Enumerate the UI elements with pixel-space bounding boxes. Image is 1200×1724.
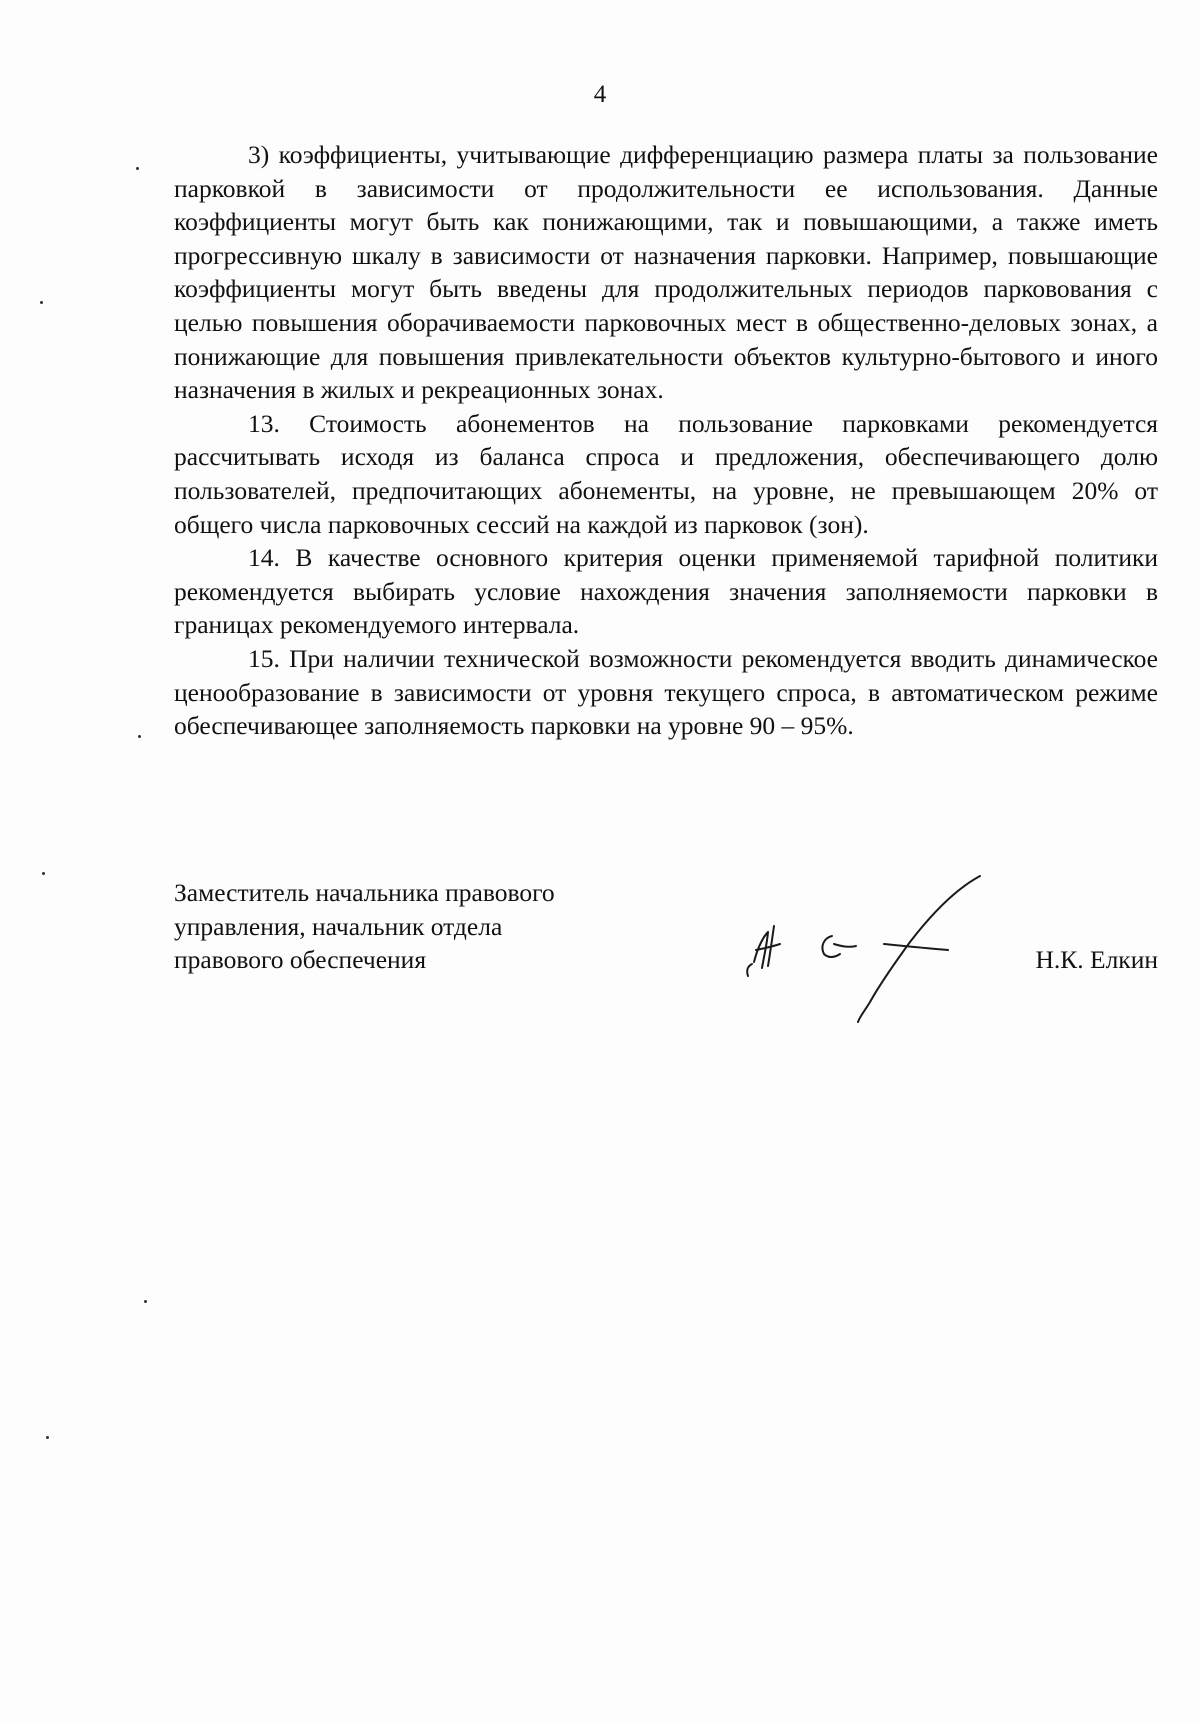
paragraph-14: 14. В качестве основного критерия оценки применяемой тарифной политики рекомендуется выбирать условие нахождения значения заполняемости парковки в границах рекомендуемого интервала. (174, 543, 1158, 640)
signatory-title-line: правового обеспечения (174, 945, 427, 975)
page-number: 4 (593, 81, 607, 108)
paragraph-15: 15. При наличии технической возможности рекомендуется вводить динамическое ценообразование в зависимости от уровня текущего спроса, в автоматическом режиме обеспечивающее заполняемость парковки на уровне 90 – 95%. (174, 643, 1158, 741)
scan-speck (42, 872, 45, 875)
signatory-title-line: Заместитель начальника правового (174, 878, 555, 907)
signatory-name: Н.К. Елкин (1035, 945, 1158, 974)
signature-block (174, 876, 1158, 1036)
signatory-title (174, 876, 555, 977)
scan-speck (138, 735, 141, 738)
scan-speck (40, 301, 43, 304)
paragraph-13: 13. Стоимость абонементов на пользование парковками рекомендуется рассчитывать исходя из баланса спроса и предложения, обеспечивающего долю пользователей, предпочитающих абонементы, на уровне, не превышающем 20% от общего числа парковочных сессий на каждой из парковок (зон). (174, 408, 1158, 539)
document-body (174, 138, 1158, 743)
scan-speck (144, 1300, 147, 1303)
scan-speck (136, 167, 139, 170)
paragraph-coefficients: 3) коэффициенты, учитывающие дифференциацию размера платы за пользование парковкой в зависимости от продолжительности ее использования. Данные коэффициенты могут быть как понижающими, так и повышающими, а также иметь прогрессивную шкалу в зависимости от назначения парковки. Например, повышающие коэффициенты могут быть введены для продолжительных периодов парковования с целью повышения оборачиваемости парковочных мест в общественно-деловых зонах, а понижающие для повышения привлекательности объектов культурно-бытового и иного назначения в жилых и рекреационных зонах. (174, 140, 1158, 405)
signatory-title-line: управления, начальник отдела (174, 911, 503, 941)
handwritten-signature-icon (734, 866, 1004, 1026)
scan-speck (46, 1436, 49, 1439)
